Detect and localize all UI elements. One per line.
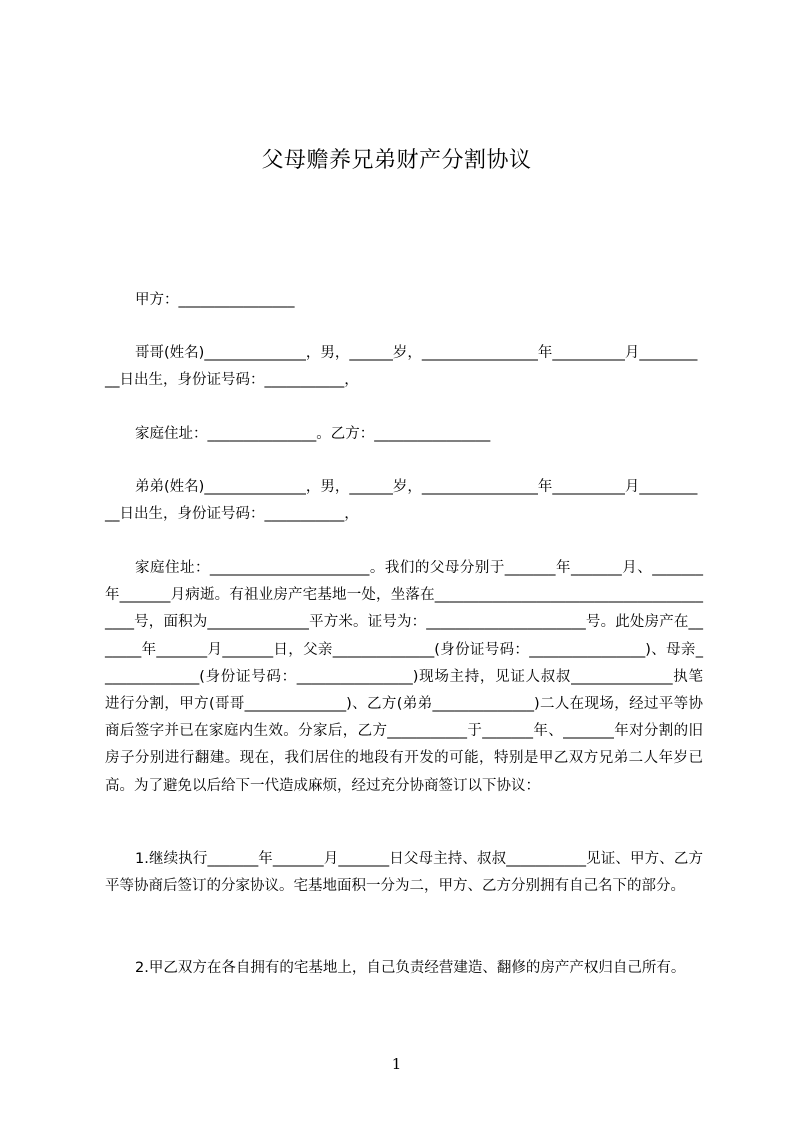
party-a-line: 甲方：________________ — [135, 292, 295, 308]
younger-brother-info: 弟弟(姓名)______________，男，______岁，________________年__________月__________日出生，身份证号码：___________， — [105, 479, 698, 523]
clause-1: 1.继续执行_______年_______月_______日父母主持、叔叔___________见证、甲方、乙方平等协商后签订的分家协议。宅基地面积一分为二，甲方、乙方分别拥有自己名下的部分。 — [105, 851, 703, 895]
clause-2: 2.甲乙双方在各自拥有的宅基地上，自己负责经营建造、翻修的房产产权归自己所有。 — [135, 960, 686, 976]
page-number: 1 — [391, 1055, 402, 1073]
address-party-b-line: 家庭住址：_______________。乙方：________________ — [135, 426, 491, 442]
elder-brother-info: 哥哥(姓名)______________，男，______岁，________________年__________月__________日出生，身份证号码：___________， — [105, 345, 698, 389]
document-title: 父母赡养兄弟财产分割协议 — [261, 148, 532, 173]
background-paragraph: 家庭住址：______________________。我们的父母分别于_______年_______月、_______年_______月病逝。有祖业房产宅基地一处，坐落在_________________________________________号，面积为______________平方米。证号为：______________________号。此处房产在_______年_______月_______日，父亲______________(身份证号码：________________)、母亲______________(身份证号码：________________)现场主持，见证人叔叔______________执笔进行分割，甲方(哥哥______________)、乙方(弟弟______________)二人在现场，经过平等协商后签字并已在家庭内生效。分家后，乙方___________于_______年、_______年对分割的旧房子分别进行翻建。现在，我们居住的地段有开发的可能，特别是甲乙双方兄弟二人年岁已高。为了避免以后给下一代造成麻烦，经过充分协商签订以下协议： — [105, 560, 703, 794]
